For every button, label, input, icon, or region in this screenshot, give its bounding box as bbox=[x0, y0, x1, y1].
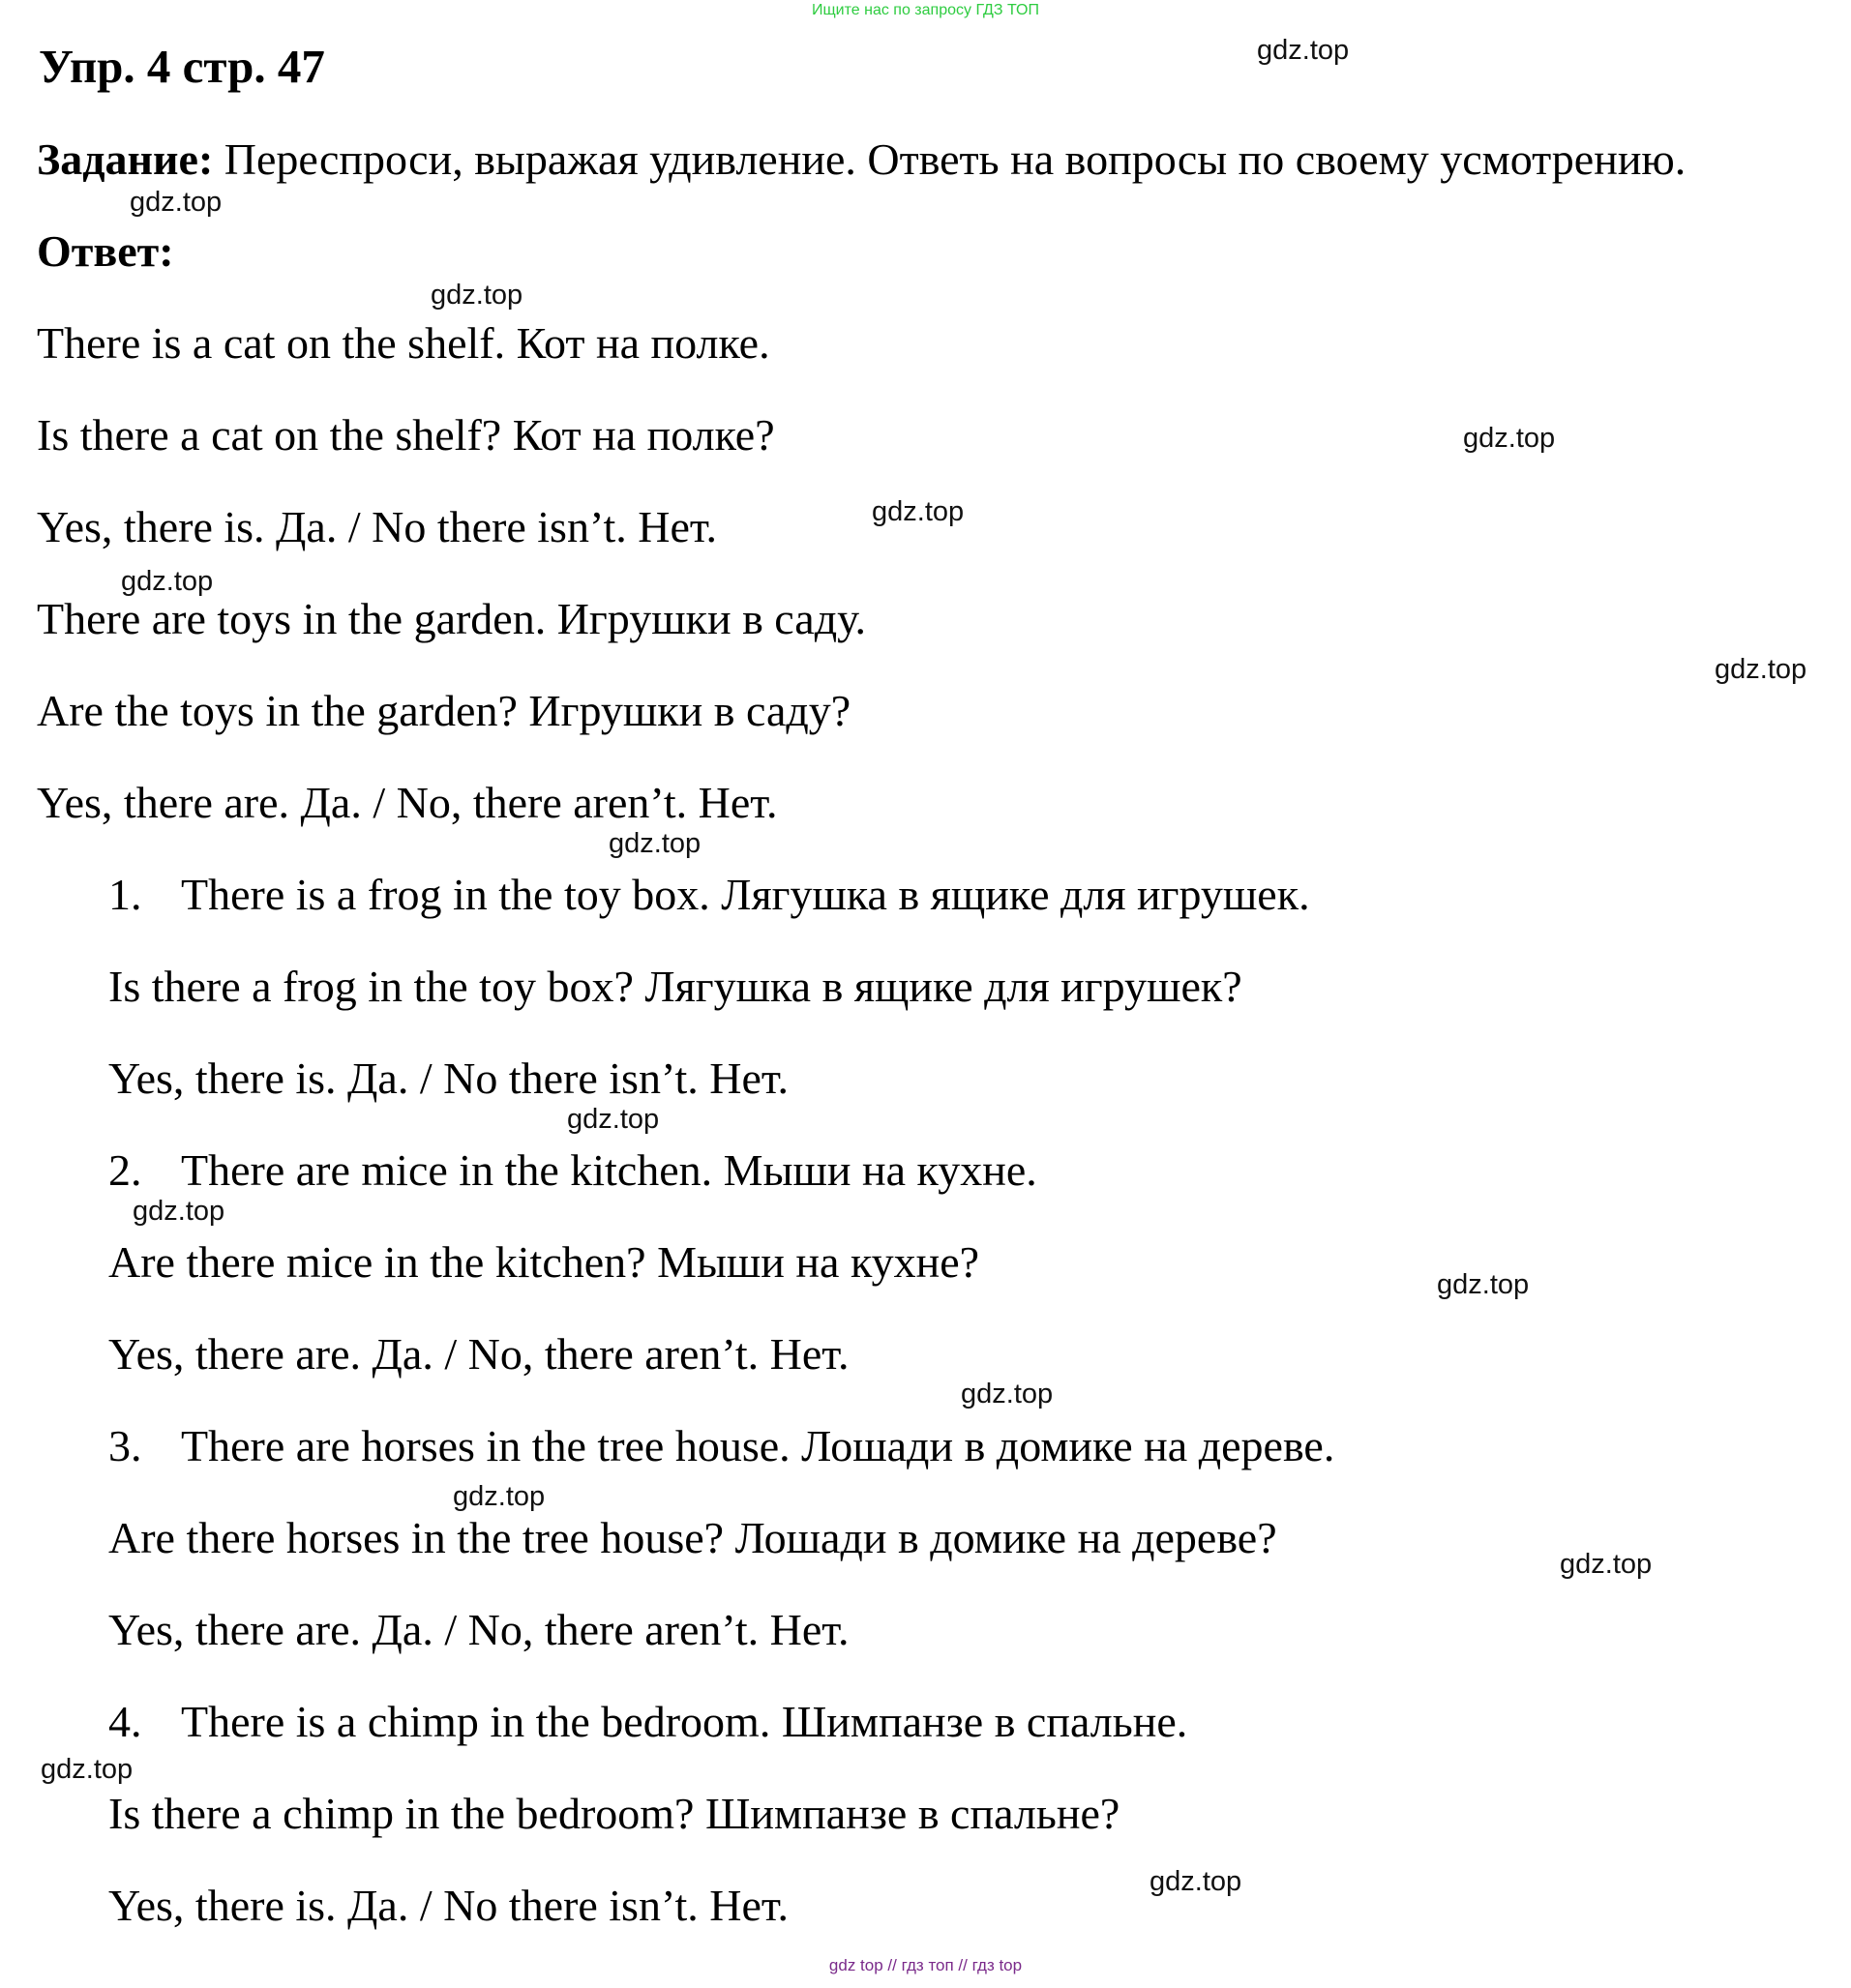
watermark: gdz.top bbox=[1257, 35, 1350, 66]
watermark: gdz.top bbox=[1560, 1549, 1653, 1580]
item-2-statement-text: There are mice in the kitchen. Мыши на кухне. bbox=[181, 1145, 1037, 1195]
item-2-question: Are there mice in the kitchen? Мыши на кухне? bbox=[108, 1237, 980, 1287]
item-3-question: Are there horses in the tree house? Лошади в домике на дереве? bbox=[108, 1513, 1277, 1562]
intro-question-cat: Is there a cat on the shelf? Кот на полке? bbox=[37, 410, 775, 460]
item-3-answer: Yes, there are. Да. / No, there aren’t. Нет. bbox=[108, 1605, 850, 1654]
watermark: gdz.top bbox=[133, 1196, 225, 1227]
item-1-question: Is there a frog in the toy box? Лягушка в ящике для игрушек? bbox=[108, 962, 1242, 1011]
item-4-number: 4. bbox=[108, 1697, 142, 1746]
watermark: gdz.top bbox=[1437, 1269, 1530, 1300]
item-1-number: 1. bbox=[108, 870, 142, 919]
item-4-statement bbox=[108, 1696, 1187, 1747]
page-title: Упр. 4 стр. 47 bbox=[39, 40, 325, 93]
intro-answer-cat: Yes, there is. Да. / No there isn’t. Нет. bbox=[37, 502, 718, 551]
watermark: gdz.top bbox=[453, 1481, 546, 1512]
task-text: Переспроси, выражая удивление. Ответь на вопросы по своему усмотрению. bbox=[213, 134, 1687, 184]
watermark: gdz.top bbox=[431, 280, 523, 311]
watermark: gdz.top bbox=[1149, 1866, 1242, 1897]
watermark: gdz.top bbox=[130, 187, 223, 218]
item-3-statement bbox=[108, 1420, 1334, 1471]
task-label: Задание: bbox=[37, 134, 214, 184]
watermark: gdz.top bbox=[121, 566, 214, 597]
item-4-answer: Yes, there is. Да. / No there isn’t. Нет. bbox=[108, 1881, 790, 1930]
intro-answer-toys: Yes, there are. Да. / No, there aren’t. Нет. bbox=[37, 778, 778, 827]
intro-statement-toys: There are toys in the garden. Игрушки в саду. bbox=[37, 594, 866, 643]
item-4-statement-text: There is a chimp in the bedroom. Шимпанзе в спальне. bbox=[181, 1697, 1188, 1746]
watermark: gdz.top bbox=[1463, 423, 1556, 454]
footer: gdz top // гдз топ // гдз top bbox=[828, 1956, 1023, 1974]
item-3-statement-text: There are horses in the tree house. Лошади в домике на дереве. bbox=[181, 1421, 1335, 1470]
watermark: gdz.top bbox=[567, 1104, 660, 1135]
item-3-number: 3. bbox=[108, 1421, 142, 1470]
item-2-number: 2. bbox=[108, 1145, 142, 1195]
item-2-answer: Yes, there are. Да. / No, there aren’t. Нет. bbox=[108, 1329, 850, 1379]
answer-label: Ответ: bbox=[37, 226, 174, 276]
item-1-statement bbox=[108, 869, 1310, 920]
watermark: gdz.top bbox=[872, 496, 965, 527]
top-banner: Ищите нас по запросу ГДЗ ТОП bbox=[812, 2, 1039, 18]
item-1-answer: Yes, there is. Да. / No there isn’t. Нет. bbox=[108, 1053, 790, 1103]
item-2-statement bbox=[108, 1144, 1037, 1196]
item-1-statement-text: There is a frog in the toy box. Лягушка в ящике для игрушек. bbox=[181, 870, 1310, 919]
item-4-question: Is there a chimp in the bedroom? Шимпанзе в спальне? bbox=[108, 1789, 1120, 1838]
watermark: gdz.top bbox=[1715, 654, 1807, 685]
intro-statement-cat: There is a cat on the shelf. Кот на полке. bbox=[37, 318, 770, 368]
intro-question-toys: Are the toys in the garden? Игрушки в саду? bbox=[37, 686, 851, 735]
watermark: gdz.top bbox=[41, 1754, 134, 1785]
watermark: gdz.top bbox=[609, 828, 702, 859]
watermark: gdz.top bbox=[961, 1379, 1054, 1409]
task-paragraph bbox=[37, 134, 1686, 185]
